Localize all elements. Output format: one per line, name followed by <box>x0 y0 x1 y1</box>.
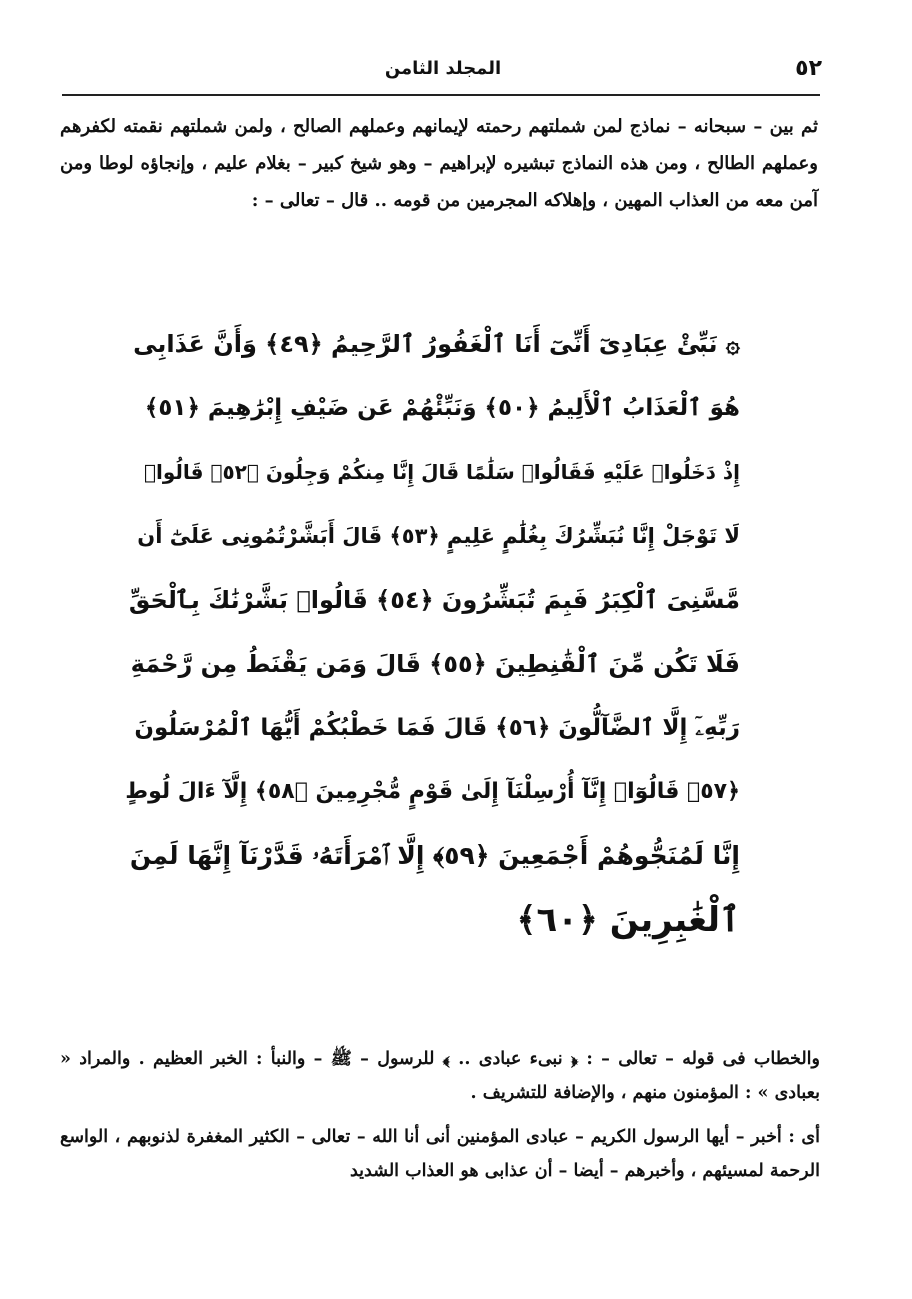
page-header <box>60 52 826 92</box>
verse-line: ۞ نَبِّئْ عِبَادِىٓ أَنِّىٓ أَنَا ٱلْغَفُورُ ٱلرَّحِيمُ ﴿٤٩﴾ وَأَنَّ عَذَابِى <box>133 330 740 358</box>
page-number: ٥٢ <box>795 56 822 81</box>
verse-line: ٱلْغَٰبِرِينَ ﴿٦٠﴾ <box>516 900 740 940</box>
verse-line: رَبِّهِۦٓ إِلَّا ٱلضَّآلُّونَ ﴿٥٦﴾ قَالَ فَمَا خَطْبُكُمْ أَيُّهَا ٱلْمُرْسَلُونَ <box>134 715 740 741</box>
commentary-paragraph: أى : أخبر – أيها الرسول الكريم – عبادى المؤمنين أنى أنا الله – تعالى – الكثير المغفرة لذنوبهم ، الواسع الرحمة لمسيئهم ، وأخبرهم – أيضا – أن عذابى هو العذاب الشديد <box>60 1127 820 1181</box>
verse-line: لَا تَوْجَلْ إِنَّا نُبَشِّرُكَ بِغُلَٰمٍ عَلِيمٍ ﴿٥٣﴾ قَالَ أَبَشَّرْتُمُونِى عَلَىٰٓ أَن <box>137 524 740 548</box>
verse-line: إِنَّا لَمُنَجُّوهُمْ أَجْمَعِينَ ﴿٥٩﴾ إِلَّا ٱمْرَأَتَهُۥ قَدَّرْنَآ إِنَّهَا لَمِنَ <box>129 841 740 870</box>
commentary-section <box>60 1042 820 1198</box>
header-divider <box>62 94 820 96</box>
verse-line: إِذْ دَخَلُوا۟ عَلَيْهِ فَقَالُوا۟ سَلَٰمًا قَالَ إِنَّا مِنكُمْ وَجِلُونَ ﴿٥٢﴾ قَالُوا۟ <box>143 460 740 484</box>
verse-line: ﴿٥٧﴾ قَالُوٓا۟ إِنَّآ أُرْسِلْنَآ إِلَىٰ قَوْمٍ مُّجْرِمِينَ ﴿٥٨﴾ إِلَّآ ءَالَ لُوطٍ <box>125 779 740 804</box>
verse-line: هُوَ ٱلْعَذَابُ ٱلْأَلِيمُ ﴿٥٠﴾ وَنَبِّئْهُمْ عَن ضَيْفِ إِبْرَٰهِيمَ ﴿٥١﴾ <box>144 395 740 421</box>
volume-title: المجلد الثامن <box>384 58 502 79</box>
verse-line: فَلَا تَكُن مِّنَ ٱلْقَٰنِطِينَ ﴿٥٥﴾ قَالَ وَمَن يَقْنَطُ مِن رَّحْمَةِ <box>130 650 740 678</box>
intro-paragraph: ثم بين – سبحانه – نماذج لمن شملتهم رحمته لإيمانهم وعملهم الصالح ، ولمن شملتهم نقمته لكفرهم وعملهم الطالح ، ومن هذه النماذج تبشيره لإبراهيم – وهو شيخ كبير – بغلام عليم ، وإنجاؤه لوطا ومن آمن معه من العذاب المهين ، وإهلاكه المجرمين من قومه .. قال – تعالى – : <box>60 116 818 211</box>
verse-line: مَّسَّنِىَ ٱلْكِبَرُ فَبِمَ تُبَشِّرُونَ ﴿٥٤﴾ قَالُوا۟ بَشَّرْنَٰكَ بِٱلْحَقِّ <box>128 586 740 614</box>
quran-verses-block <box>125 312 740 952</box>
commentary-paragraph: والخطاب فى قوله – تعالى – : ﴿ نبىء عبادى .. ﴾ للرسول – ﷺ – والنبأ : الخبر العظيم . والمراد « بعبادى » : المؤمنون منهم ، والإضافة للتشريف . <box>60 1049 820 1103</box>
